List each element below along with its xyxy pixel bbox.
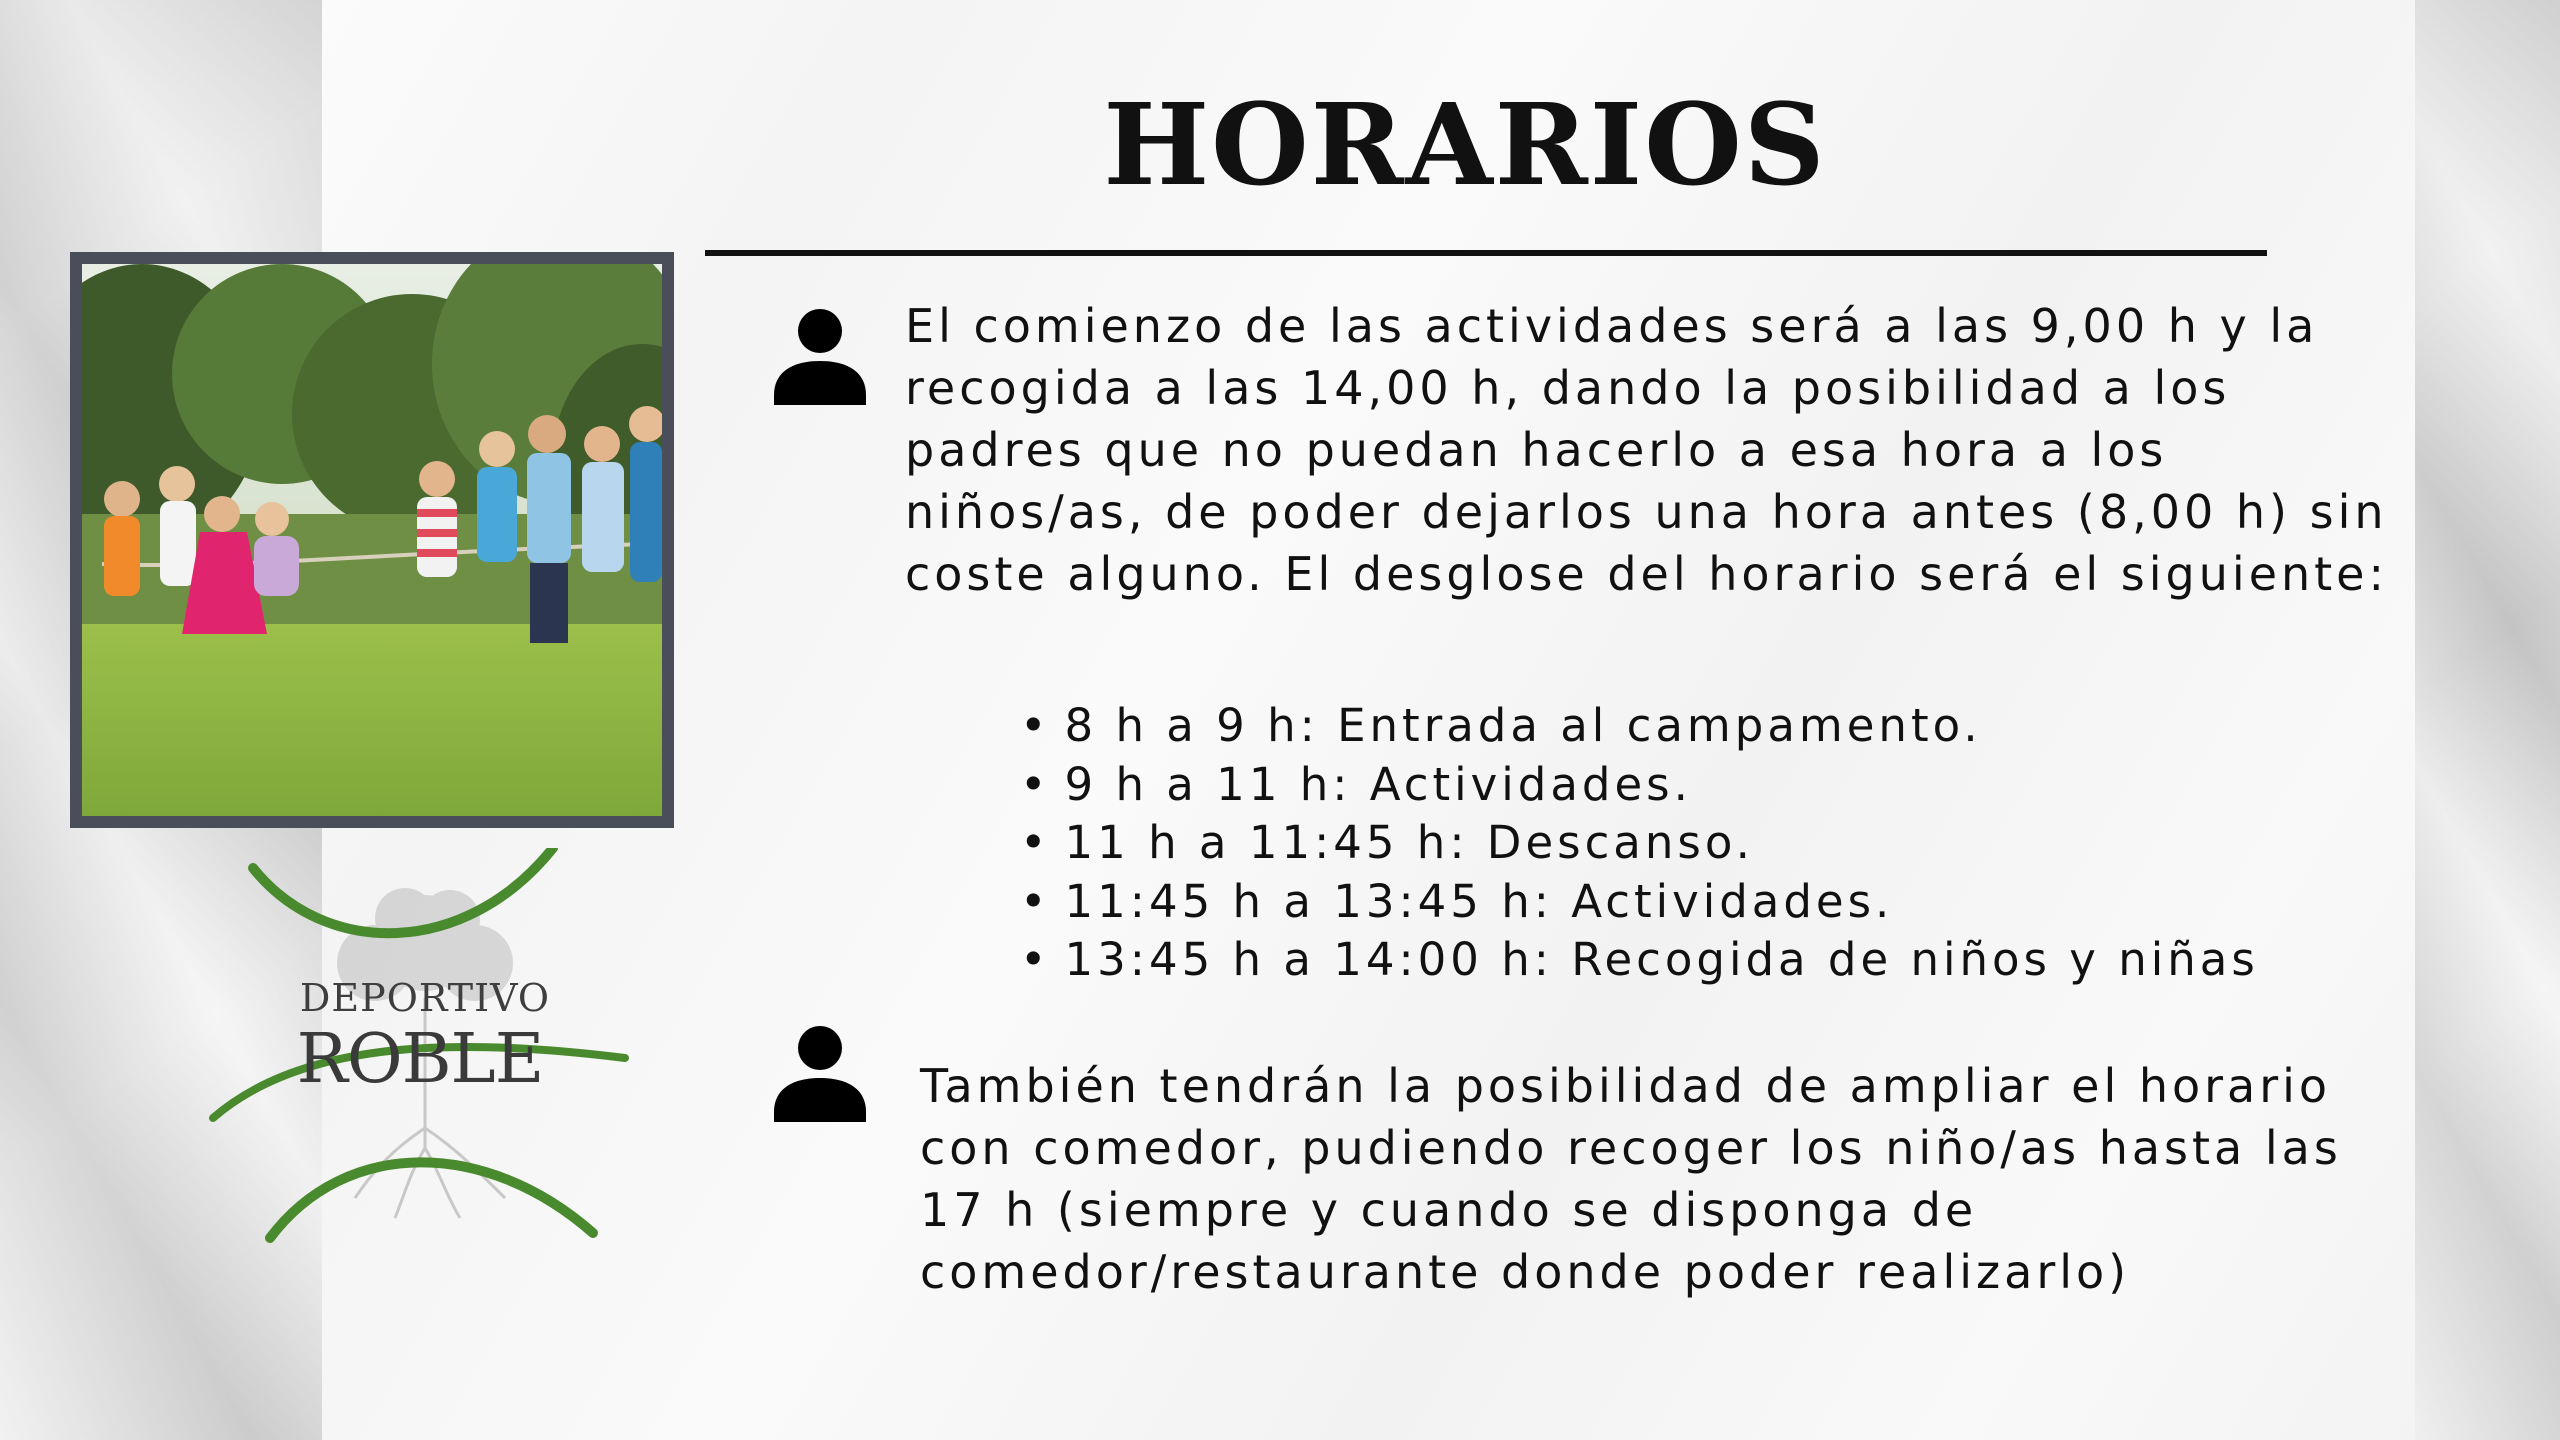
logo-text-deportivo: DEPORTIVO [299, 976, 551, 1020]
paper-texture-right [2415, 0, 2560, 1440]
lunch-extension-paragraph: También tendrán la posibilidad de ampliar el horario con comedor, pudiendo recoger los niño/as hasta las 17 h (siempre y cuando se disponga de comedor/restaurante donde poder realizarlo) [920, 1059, 2342, 1299]
logo-text-roble: ROBLE [296, 1020, 544, 1099]
deportivo-roble-logo [205, 848, 645, 1248]
photo-frame [70, 252, 674, 828]
page-title: HORARIOS [1103, 80, 1827, 211]
schedule-list [1020, 697, 2410, 990]
title-divider [705, 250, 2267, 256]
list-item: • 11:45 h a 13:45 h: Actividades. [1020, 873, 2410, 932]
children-tug-of-war-photo [82, 264, 662, 816]
list-item: • 11 h a 11:45 h: Descanso. [1020, 814, 2410, 873]
person-icon [770, 1022, 870, 1122]
list-item: • 9 h a 11 h: Actividades. [1020, 756, 2410, 815]
person-icon [770, 305, 870, 405]
schedule-intro-paragraph: El comienzo de las actividades será a las 9,00 h y la recogida a las 14,00 h, dando la posibilidad a los padres que no puedan hacerlo a esa hora a los niños/as, de poder dejarlos una hora antes (8,00 h) sin coste alguno. El desglose del horario será el siguiente: [905, 299, 2388, 601]
list-item: • 13:45 h a 14:00 h: Recogida de niños y niñas [1020, 931, 2410, 990]
list-item: • 8 h a 9 h: Entrada al campamento. [1020, 697, 2410, 756]
